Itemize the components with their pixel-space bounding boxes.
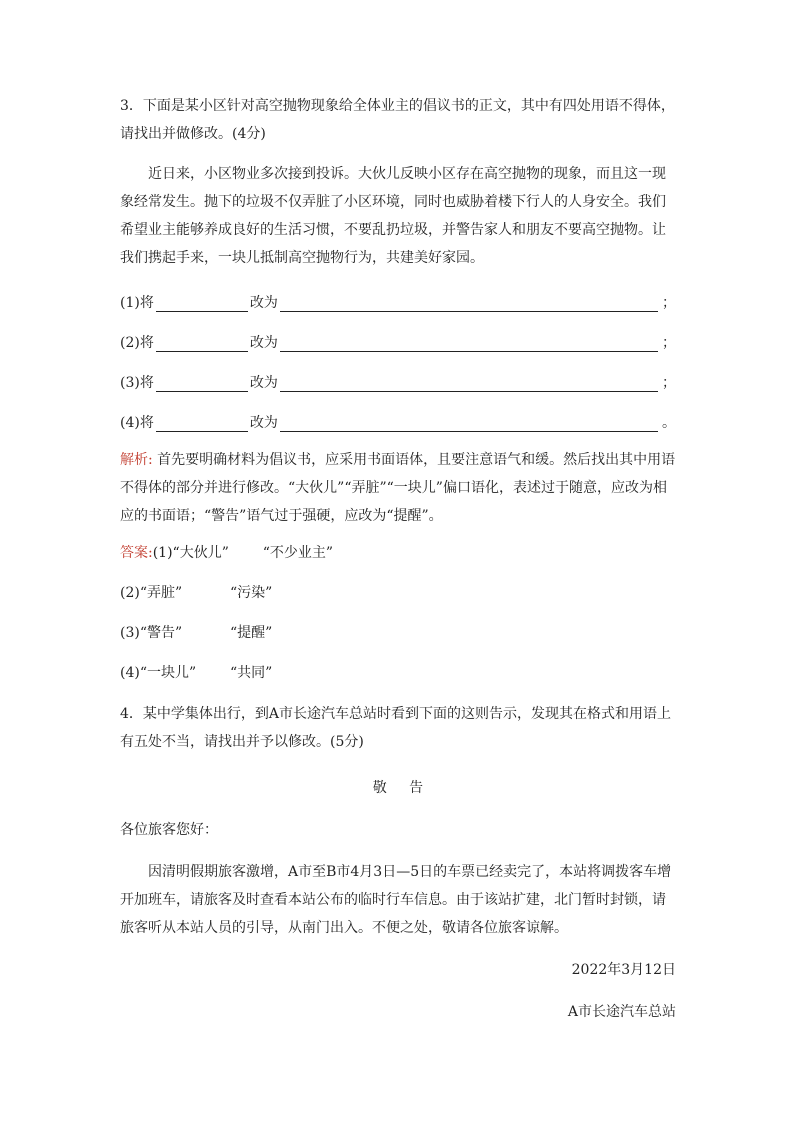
- notice-date: 2022年3月12日: [571, 962, 676, 978]
- proposal-passage: 近日来，小区物业多次接到投诉。大伙儿反映小区存在高空抛物的现象，而且这一现象经常发生。抛下的垃圾不仅弄脏了小区环境，同时也威胁着楼下行人的人身安全。我们希望业主能够养成良好的生活习惯，不要乱扔垃圾，并警告家人和朋友不要高空抛物。让我们携起手来，一块儿抵制高空抛物行为，共建美好家园。: [120, 166, 666, 266]
- question-3-heading: 3．下面是某小区针对高空抛物现象给全体业主的倡议书的正文，其中有四处用语不得体，请找出并做修改。(4分): [120, 98, 675, 142]
- analysis-text: 首先要明确材料为倡议书，应采用书面语体，且要注意语气和缓。然后找出其中用语不得体的部分并进行修改。“大伙儿”“弄脏”“一块儿”偏口语化，表述过于随意，应改为相应的书面语；“警告”语气过于强硬，应改为“提醒”。: [120, 452, 676, 524]
- document-page: [120, 92, 676, 1040]
- blank-original[interactable]: [156, 413, 248, 432]
- analysis-label: 解析:: [120, 452, 153, 468]
- blank-revision[interactable]: [280, 333, 658, 352]
- blank-row-2: (2)将 改为 ；: [120, 335, 676, 351]
- notice-signer: A市长途汽车总站: [567, 1004, 676, 1020]
- blank-original[interactable]: [156, 333, 248, 352]
- blank-original[interactable]: [156, 373, 248, 392]
- notice-salutation: 各位旅客您好：: [120, 822, 218, 838]
- blank-row-3: (3)将 改为 ；: [120, 375, 676, 391]
- blank-revision[interactable]: [280, 293, 658, 312]
- answer-row-3: (3)“警告” “提醒”: [120, 625, 273, 641]
- blank-revision[interactable]: [280, 413, 658, 432]
- blank-revision[interactable]: [280, 373, 658, 392]
- answer-row-2: (2)“弄脏” “污染”: [120, 585, 273, 601]
- question-4-heading: 4．某中学集体出行，到A市长途汽车总站时看到下面的这则告示，发现其在格式和用语上有五处不当，请找出并予以修改。(5分): [120, 706, 672, 750]
- answer-row-1: 答案: (1)“大伙儿” “不少业主”: [120, 540, 676, 566]
- answer-label: 答案:: [120, 545, 153, 561]
- blank-row-4: (4)将 改为 。: [120, 415, 676, 431]
- notice-title: 敬告: [372, 780, 446, 796]
- blank-original[interactable]: [156, 293, 248, 312]
- blank-row-1: (1)将 改为 ；: [120, 295, 676, 311]
- analysis-paragraph: [120, 446, 676, 530]
- notice-body: 因清明假期旅客激增，A市至B市4月3日—5日的车票已经卖完了，本站将调拨客车增开加班车，请旅客及时查看本站公布的临时行车信息。由于该站扩建，北门暂时封锁，请旅客听从本站人员的引导，从南门出入。不便之处，敬请各位旅客谅解。: [120, 864, 672, 936]
- answer-row-4: (4)“一块儿” “共同”: [120, 665, 273, 681]
